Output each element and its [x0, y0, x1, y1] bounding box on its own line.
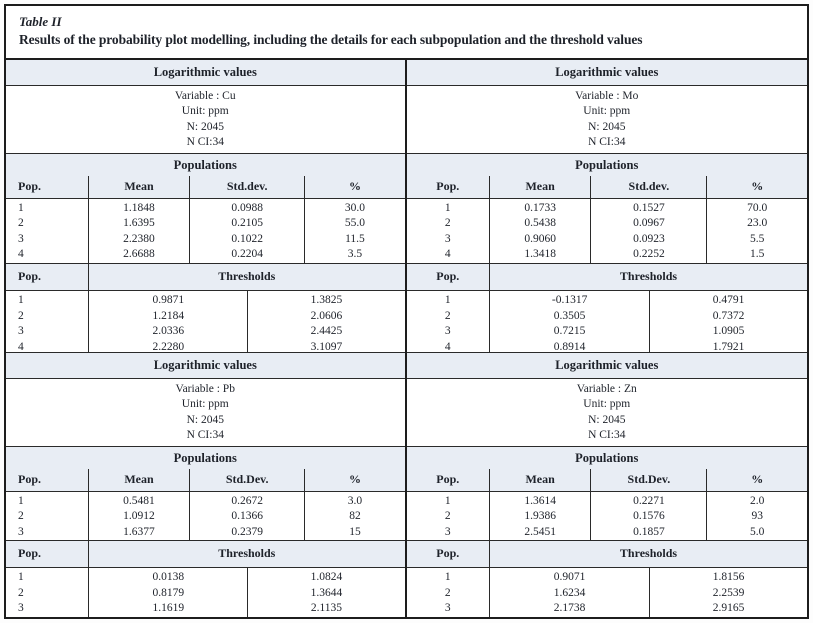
threshold-high-column — [649, 568, 807, 617]
cell: 0.2204 — [231, 248, 263, 261]
cell: 2.0 — [750, 494, 765, 507]
col-header-pop: Pop. — [436, 178, 460, 193]
cell: 23.0 — [747, 217, 768, 230]
cell: 1.3644 — [310, 586, 343, 599]
info-n: N: 2045 — [186, 120, 224, 133]
cell: 2 — [444, 510, 451, 523]
cell: 2.2280 — [152, 340, 185, 353]
cell: 1.6377 — [123, 525, 155, 538]
table-number: Table II — [19, 14, 62, 29]
col-header-mean: Mean — [88, 176, 189, 199]
cell: 1.3825 — [310, 294, 343, 307]
cell: 2.2380 — [123, 232, 155, 245]
populations-header-cu — [6, 154, 405, 199]
cell: 2.4425 — [310, 325, 343, 338]
cell: 0.1857 — [633, 525, 665, 538]
col-header-mean: Mean — [88, 469, 189, 492]
info-nci: N CI:34 — [588, 136, 626, 149]
col-header-stddev: Std.dev. — [189, 176, 305, 199]
info-nci: N CI:34 — [186, 429, 224, 442]
cell: 2 — [444, 586, 451, 599]
populations-header-pb — [6, 447, 405, 492]
cell: 15 — [349, 525, 361, 538]
populations-column-headers — [6, 469, 405, 492]
log-values-header-zn: Logarithmic values — [407, 353, 808, 379]
cell: 0.5481 — [123, 494, 155, 507]
cell: 2 — [444, 309, 451, 322]
populations-title: Populations — [575, 157, 639, 172]
info-nci: N CI:34 — [186, 136, 224, 149]
cell: 2.1738 — [553, 602, 586, 615]
cell: 3 — [18, 232, 24, 245]
cell: 5.0 — [750, 525, 765, 538]
cell: 0.7215 — [553, 325, 586, 338]
info-unit: Unit: ppm — [583, 398, 631, 411]
cell: 4 — [18, 248, 24, 261]
col-header-mean: Mean — [489, 176, 590, 199]
populations-column-headers — [407, 469, 808, 492]
col-header-pop: Pop. — [436, 471, 460, 486]
info-n: N: 2045 — [588, 120, 626, 133]
cell: 1.3614 — [524, 494, 556, 507]
cell: 0.2379 — [231, 525, 263, 538]
pop-column — [6, 199, 88, 264]
cell: 82 — [349, 510, 361, 523]
percent-column — [706, 492, 807, 541]
populations-column-headers — [407, 176, 808, 199]
cell: 4 — [444, 248, 451, 261]
left-column — [6, 60, 407, 617]
populations-data-zn — [407, 492, 808, 542]
threshold-high-column — [649, 291, 807, 352]
cell: 0.1527 — [633, 201, 665, 214]
threshold-low-column — [88, 568, 247, 617]
stddev-column — [189, 199, 305, 264]
cell: 1 — [18, 494, 24, 507]
info-nci: N CI:34 — [588, 429, 626, 442]
cell: 55.0 — [344, 217, 366, 230]
cell: 2.6688 — [123, 248, 155, 261]
populations-data-pb — [6, 492, 405, 542]
variable-info-zn — [407, 379, 808, 447]
cell: 3 — [18, 325, 24, 338]
mean-column — [489, 199, 590, 264]
col-header-percent: % — [706, 176, 807, 199]
variable-info-cu — [6, 86, 405, 154]
threshold-high-column — [247, 568, 404, 617]
variable-info-mo — [407, 86, 808, 154]
cell: 3 — [444, 232, 451, 245]
populations-data-cu — [6, 199, 405, 265]
thresholds-title: Thresholds — [489, 541, 807, 567]
populations-title: Populations — [575, 450, 639, 465]
mean-column — [489, 492, 590, 541]
col-header-stddev: Std.Dev. — [590, 469, 706, 492]
info-unit: Unit: ppm — [181, 105, 229, 118]
thresholds-data-cu — [6, 291, 405, 353]
info-variable: Variable : Pb — [175, 382, 235, 395]
cell: -0.1317 — [551, 294, 588, 307]
info-n: N: 2045 — [588, 413, 626, 426]
log-values-header-cu: Logarithmic values — [6, 60, 405, 86]
cell: 2 — [444, 217, 451, 230]
cell: 2 — [18, 309, 24, 322]
info-variable: Variable : Zn — [576, 382, 637, 395]
cell: 1.8156 — [712, 571, 745, 584]
cell: 0.2271 — [633, 494, 665, 507]
cell: 1.9386 — [524, 510, 556, 523]
thresholds-data-pb — [6, 568, 405, 617]
cell: 1 — [444, 201, 451, 214]
cell: 1.0912 — [123, 510, 155, 523]
cell: 0.2252 — [633, 248, 665, 261]
cell: 2 — [18, 586, 24, 599]
cell: 0.9871 — [152, 294, 185, 307]
cell: 1.1619 — [152, 602, 185, 615]
cell: 3 — [444, 325, 451, 338]
cell: 3.1097 — [310, 340, 343, 353]
info-unit: Unit: ppm — [181, 398, 229, 411]
right-column — [407, 60, 808, 617]
cell: 2 — [18, 510, 24, 523]
col-header-mean: Mean — [489, 469, 590, 492]
threshold-low-column — [489, 291, 649, 352]
cell: 0.3505 — [553, 309, 586, 322]
thresholds-header-pb — [6, 541, 405, 568]
col-header-pop: Pop. — [18, 546, 42, 561]
cell: 3 — [444, 602, 451, 615]
thresholds-title: Thresholds — [88, 264, 404, 290]
cell: 0.5438 — [524, 217, 556, 230]
cell: 0.8179 — [152, 586, 185, 599]
stddev-column — [590, 492, 706, 541]
thresholds-header-zn — [407, 541, 808, 568]
pop-column — [6, 291, 88, 352]
cell: 1.6234 — [553, 586, 586, 599]
cell: 70.0 — [747, 201, 768, 214]
cell: 1 — [18, 571, 24, 584]
thresholds-title: Thresholds — [88, 541, 404, 567]
table-frame — [4, 4, 809, 619]
cell: 1.6395 — [123, 217, 155, 230]
thresholds-header-cu — [6, 264, 405, 291]
pop-column — [407, 568, 490, 617]
populations-data-mo — [407, 199, 808, 265]
percent-column — [706, 199, 807, 264]
cell: 0.7372 — [712, 309, 745, 322]
cell: 0.1022 — [231, 232, 263, 245]
thresholds-title: Thresholds — [489, 264, 807, 290]
populations-title: Populations — [173, 450, 237, 465]
info-variable: Variable : Mo — [575, 89, 639, 102]
mean-column — [88, 199, 189, 264]
table-caption: Results of the probability plot modelling, including the details for each subpopulation and the threshold values — [19, 32, 643, 47]
cell: 1 — [444, 494, 451, 507]
col-header-percent: % — [706, 469, 807, 492]
cell: 2.0606 — [310, 309, 343, 322]
pop-column — [6, 492, 88, 541]
percent-column — [304, 199, 404, 264]
col-header-percent: % — [304, 469, 404, 492]
thresholds-data-zn — [407, 568, 808, 617]
cell: 1.1848 — [123, 201, 155, 214]
threshold-low-column — [489, 568, 649, 617]
col-header-pop: Pop. — [18, 471, 42, 486]
cell: 2 — [18, 217, 24, 230]
stddev-column — [590, 199, 706, 264]
cell: 1.0905 — [712, 325, 745, 338]
cell: 3 — [18, 525, 24, 538]
cell: 3 — [18, 602, 24, 615]
cell: 4 — [444, 340, 451, 353]
cell: 1 — [444, 294, 451, 307]
cell: 0.4791 — [712, 294, 745, 307]
cell: 0.2672 — [231, 494, 263, 507]
log-values-header-pb: Logarithmic values — [6, 353, 405, 379]
col-header-pop: Pop. — [436, 546, 460, 561]
col-header-pop: Pop. — [18, 178, 42, 193]
cell: 2.1135 — [310, 602, 343, 615]
cell: 1 — [444, 571, 451, 584]
cell: 1.5 — [750, 248, 765, 261]
cell: 0.1733 — [524, 201, 556, 214]
pop-column — [407, 291, 490, 352]
percent-column — [304, 492, 404, 541]
col-header-percent: % — [304, 176, 404, 199]
cell: 0.1576 — [633, 510, 665, 523]
cell: 0.9060 — [524, 232, 556, 245]
cell: 11.5 — [345, 232, 365, 245]
populations-header-mo — [407, 154, 808, 199]
threshold-low-column — [88, 291, 247, 352]
thresholds-header-mo — [407, 264, 808, 291]
cell: 1.3418 — [524, 248, 556, 261]
cell: 2.5451 — [524, 525, 556, 538]
pop-column — [6, 568, 88, 617]
cell: 0.0138 — [152, 571, 185, 584]
cell: 3 — [444, 525, 451, 538]
cell: 0.9071 — [553, 571, 586, 584]
pop-column — [407, 492, 490, 541]
col-header-pop: Pop. — [18, 269, 42, 284]
cell: 2.2539 — [712, 586, 745, 599]
populations-column-headers — [6, 176, 405, 199]
thresholds-data-mo — [407, 291, 808, 353]
threshold-high-column — [247, 291, 404, 352]
cell: 1 — [18, 201, 24, 214]
cell: 0.1366 — [231, 510, 263, 523]
info-n: N: 2045 — [186, 413, 224, 426]
cell: 1.0824 — [310, 571, 343, 584]
col-header-stddev: Std.dev. — [590, 176, 706, 199]
cell: 0.0923 — [633, 232, 665, 245]
col-header-stddev: Std.Dev. — [189, 469, 305, 492]
cell: 1.2184 — [152, 309, 185, 322]
log-values-header-mo: Logarithmic values — [407, 60, 808, 86]
cell: 0.2105 — [231, 217, 263, 230]
cell: 93 — [751, 510, 763, 523]
cell: 4 — [18, 340, 24, 353]
col-header-pop: Pop. — [436, 269, 460, 284]
cell: 0.0988 — [231, 201, 263, 214]
stddev-column — [189, 492, 305, 541]
populations-header-zn — [407, 447, 808, 492]
cell: 2.9165 — [712, 602, 745, 615]
cell: 1.7921 — [712, 340, 745, 353]
table-body — [6, 58, 807, 617]
info-unit: Unit: ppm — [583, 105, 631, 118]
pop-column — [407, 199, 490, 264]
cell: 0.8914 — [553, 340, 586, 353]
cell: 30.0 — [344, 201, 366, 214]
title-block — [6, 6, 807, 58]
populations-title: Populations — [173, 157, 237, 172]
mean-column — [88, 492, 189, 541]
cell: 5.5 — [750, 232, 765, 245]
cell: 3.0 — [347, 494, 363, 507]
cell: 1 — [18, 294, 24, 307]
cell: 2.0336 — [152, 325, 185, 338]
info-variable: Variable : Cu — [174, 89, 236, 102]
cell: 3.5 — [347, 248, 363, 261]
cell: 0.0967 — [633, 217, 665, 230]
variable-info-pb — [6, 379, 405, 447]
